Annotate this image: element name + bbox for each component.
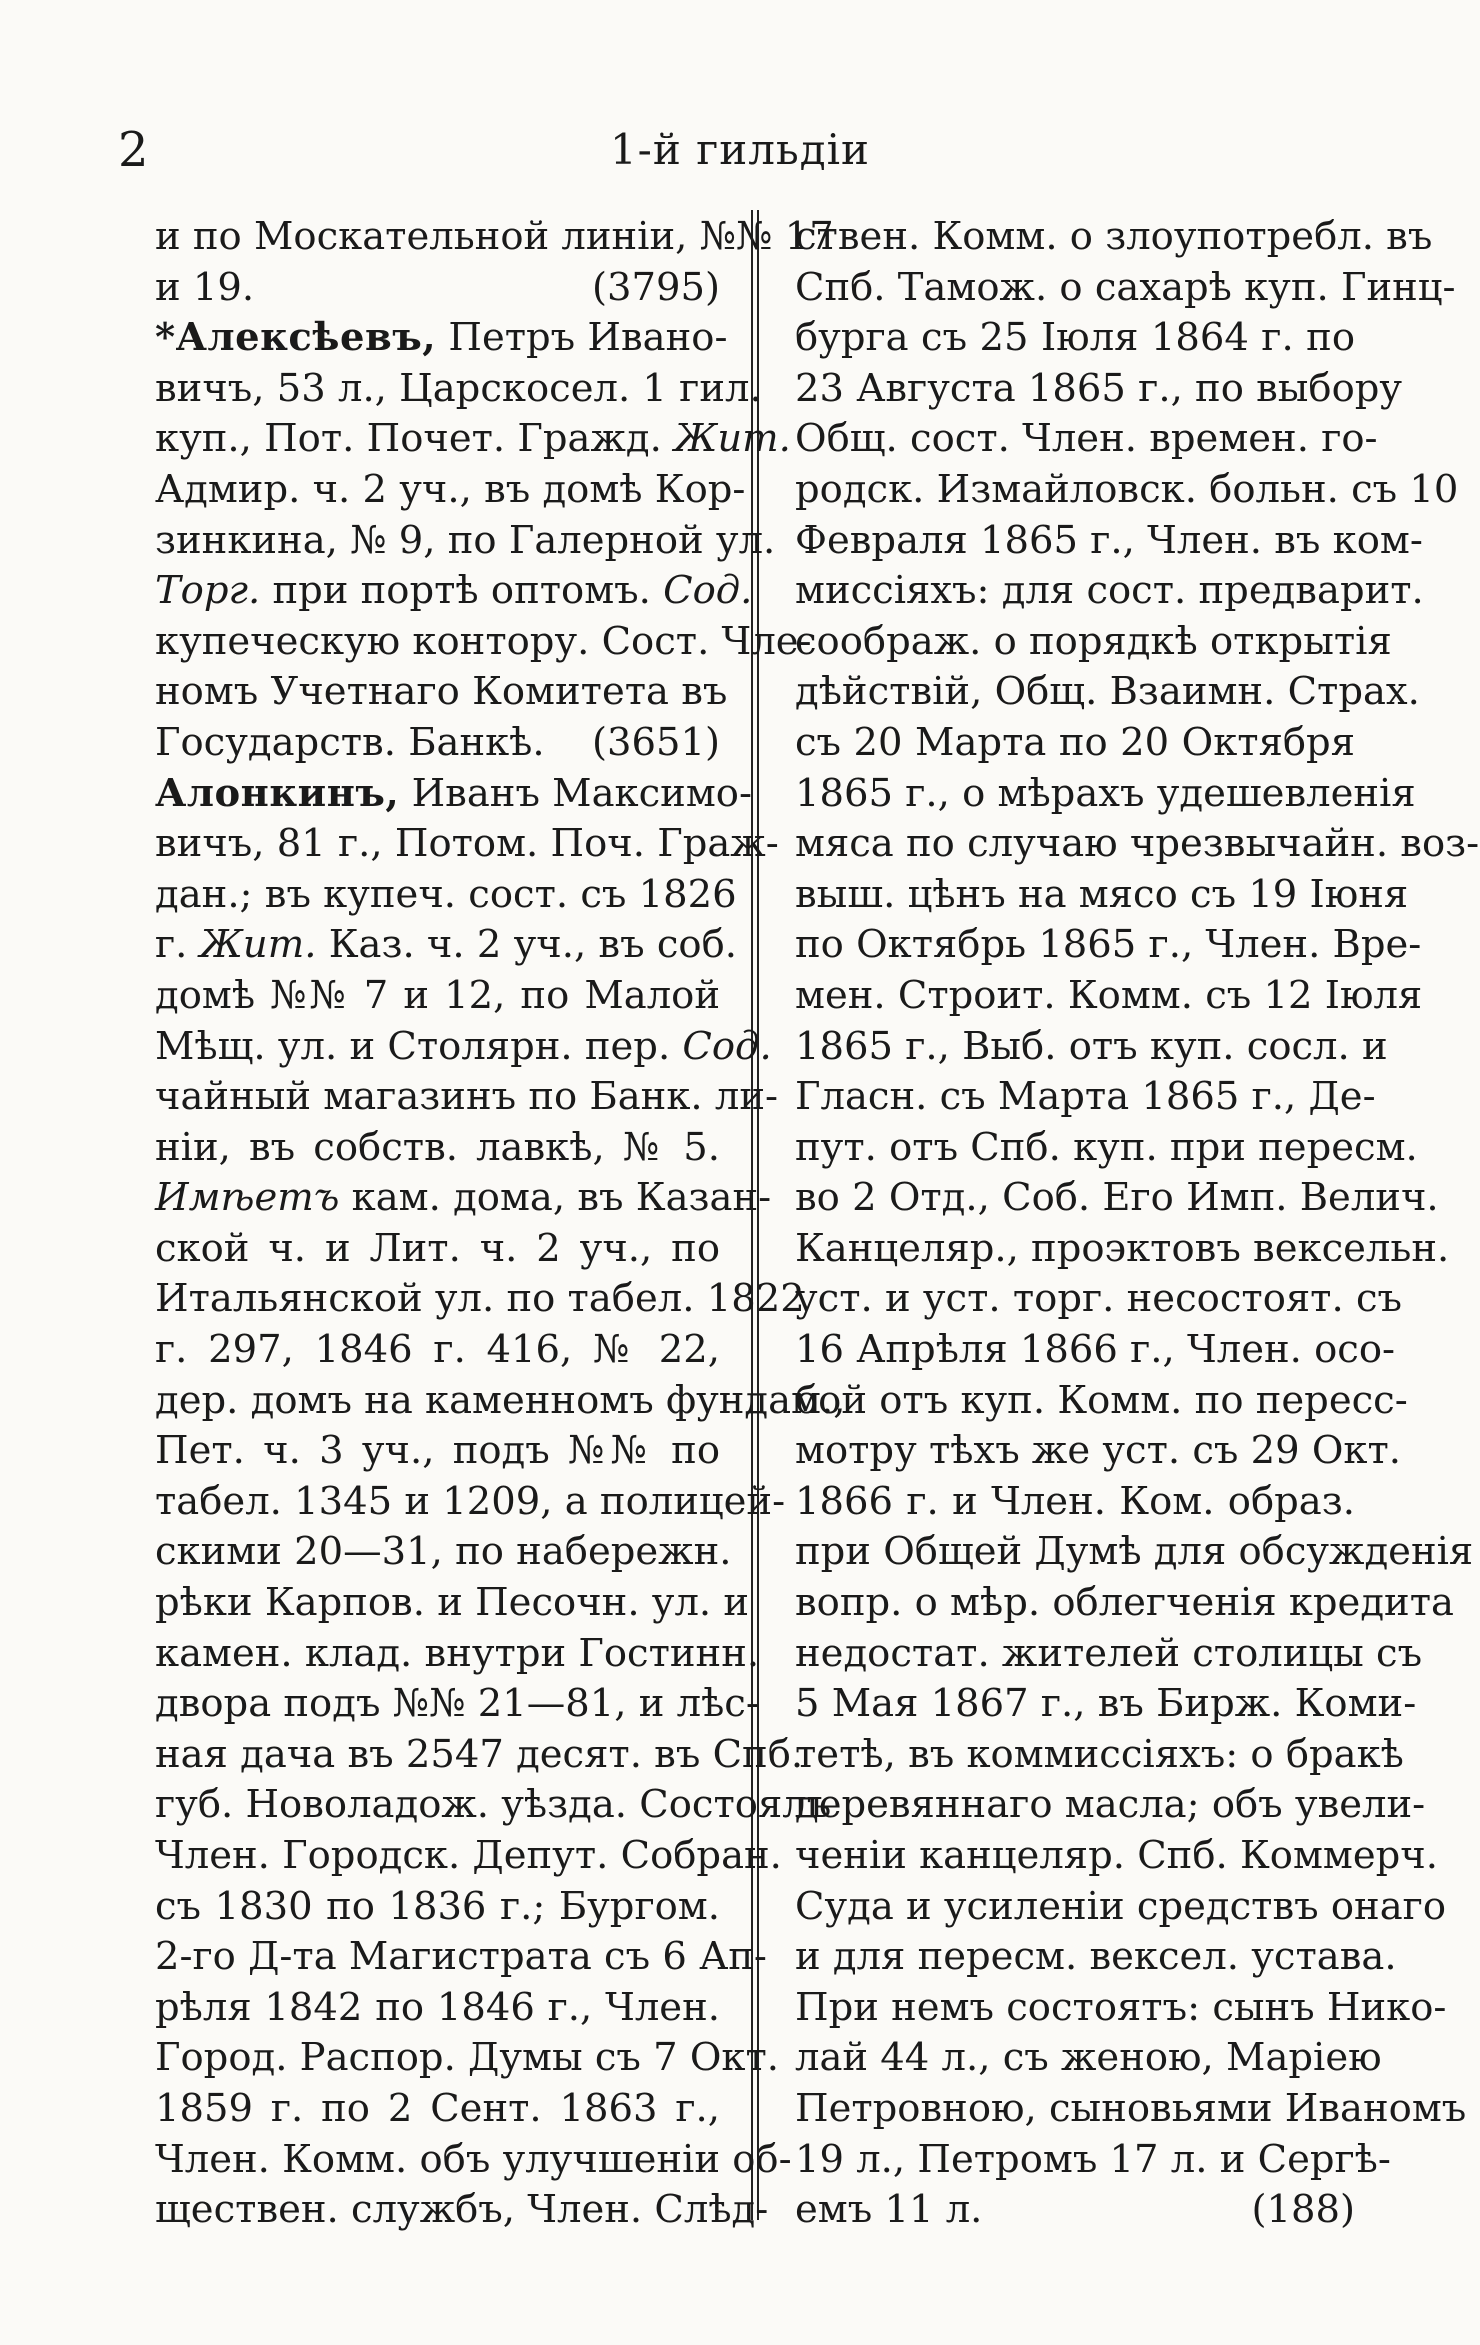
text-line: и для пересм. вексел. устава. xyxy=(795,1934,1397,1980)
italic-term: Сод. xyxy=(682,1023,772,1069)
text-line: 16 Апрѣля 1866 г., Член. осо- xyxy=(795,1327,1396,1373)
text-line: деревяннаго масла; объ увели- xyxy=(795,1782,1426,1828)
text-line: двора подъ №№ 21—81, и лѣс- xyxy=(155,1681,759,1727)
text-line xyxy=(795,2185,1355,2236)
text-line: Канцеляр., проэктовъ вексельн. xyxy=(795,1225,1450,1271)
entry-number: (3651) xyxy=(591,719,720,765)
text-line: Итальянской ул. по табел. 1822 xyxy=(155,1276,805,1322)
text-line: соображ. о порядкѣ открытiя xyxy=(795,618,1392,664)
text-line: Спб. Тамож. о сахарѣ куп. Гинц- xyxy=(795,264,1456,310)
text-line: при Общей Думѣ для обсужденiя xyxy=(795,1529,1474,1575)
text-line: выш. цѣнъ на мясо съ 19 Iюня xyxy=(795,871,1409,917)
text-line: по Октябрь 1865 г., Член. Вре- xyxy=(795,922,1422,968)
text-fragment: куп., Пот. Почет. Гражд. xyxy=(155,416,675,462)
entry-heading-line xyxy=(155,769,752,820)
text-line: Член. Городск. Депут. Собран. xyxy=(155,1833,782,1878)
text-line: Город. Распор. Думы съ 7 Окт. xyxy=(155,2035,780,2081)
text-line: ской ч. и Лит. ч. 2 уч., по xyxy=(155,1225,720,1271)
text-line xyxy=(155,566,753,617)
text-line: дан.; въ купеч. сост. съ 1826 xyxy=(155,871,737,917)
italic-term: Сод. xyxy=(663,568,753,614)
text-fragment: при портѣ оптомъ. xyxy=(260,568,664,614)
text-line: 1859 г. по 2 Сент. 1863 г., xyxy=(155,2085,720,2131)
text-fragment: емъ 11 л. xyxy=(795,2187,983,2233)
text-line: 23 Августа 1865 г., по выбору xyxy=(795,365,1403,411)
text-line: губ. Новоладож. уѣзда. Состоялъ xyxy=(155,1782,832,1828)
entry-surname: *Алексѣевъ, xyxy=(155,315,437,361)
text-line: вопр. о мѣр. облегченiя кредита xyxy=(795,1580,1454,1626)
italic-term: Жит. xyxy=(199,922,317,968)
text-line: номъ Учетнаго Комитета въ xyxy=(155,669,728,715)
text-line: нiи, въ собств. лавкѣ, № 5. xyxy=(155,1124,720,1170)
text-line: зинкина, № 9, по Галерной ул. xyxy=(155,517,776,563)
page-number: 2 xyxy=(118,122,149,178)
text-line: 5 Мая 1867 г., въ Бирж. Коми- xyxy=(795,1681,1417,1727)
text-line xyxy=(155,1022,772,1073)
text-line: скими 20—31, по набережн. xyxy=(155,1529,732,1575)
text-line: Общ. сост. Член. времен. го- xyxy=(795,416,1378,462)
text-line: камен. клад. внутри Гостинн. xyxy=(155,1630,760,1676)
text-line: 19 л., Петромъ 17 л. и Сергѣ- xyxy=(795,2136,1391,2182)
text-line: вичъ, 53 л., Царскосел. 1 гил. xyxy=(155,365,762,411)
text-line: мен. Строит. Комм. съ 12 Iюля xyxy=(795,972,1423,1018)
text-line: миссiяхъ: для сост. предварит. xyxy=(795,568,1424,614)
text-line: Февраля 1865 г., Член. въ ком- xyxy=(795,517,1423,563)
text-line: недостат. жителей столицы съ xyxy=(795,1630,1423,1676)
text-line: вичъ, 81 г., Потом. Поч. Граж- xyxy=(155,821,779,867)
entry-surname: Алонкинъ, xyxy=(155,770,400,816)
text-line: Член. Комм. объ улучшенiи об- xyxy=(155,2136,792,2182)
text-line: Гласн. съ Марта 1865 г., Де- xyxy=(795,1074,1376,1120)
text-line: ная дача въ 2547 десят. въ Спб. xyxy=(155,1731,804,1777)
text-fragment: г. xyxy=(155,922,200,968)
running-title: 1-й гильдiи xyxy=(609,125,871,174)
text-line: бой отъ куп. Комм. по пересс- xyxy=(795,1377,1408,1423)
text-line: г. 297, 1846 г. 416, № 22, xyxy=(155,1327,720,1373)
text-line xyxy=(155,263,720,314)
text-line: Пет. ч. 3 уч., подъ №№ по xyxy=(155,1428,720,1474)
text-fragment: и 19. xyxy=(155,264,255,310)
text-line: дѣйствiй, Общ. Взаимн. Страх. xyxy=(795,669,1420,715)
text-line: бурга съ 25 Iюля 1864 г. по xyxy=(795,315,1355,361)
text-line xyxy=(155,920,737,971)
page-header xyxy=(0,120,1480,180)
text-line: чайный магазинъ по Банк. ли- xyxy=(155,1074,778,1120)
text-line: 1865 г., о мѣрахъ удешевленiя xyxy=(795,770,1416,816)
italic-term: Жит. xyxy=(674,416,791,462)
text-line: табел. 1345 и 1209, а полицей- xyxy=(155,1478,786,1524)
text-line: ществен. службъ, Член. Слѣд- xyxy=(155,2187,769,2233)
text-fragment: Каз. ч. 2 уч., въ соб. xyxy=(316,922,737,968)
text-line: рѣки Карпов. и Песочн. ул. и xyxy=(155,1580,750,1626)
text-line: мотру тѣхъ же уст. съ 29 Окт. xyxy=(795,1428,1402,1474)
entry-number: (188) xyxy=(1251,2187,1355,2233)
text-line: рѣля 1842 по 1846 г., Член. xyxy=(155,1984,720,2030)
text-line: уст. и уст. торг. несостоят. съ xyxy=(795,1276,1402,1322)
italic-term: Торг. xyxy=(155,568,261,614)
text-line: мяса по случаю чрезвычайн. воз- xyxy=(795,821,1480,867)
italic-term: Имѣетъ xyxy=(155,1175,340,1221)
text-line: съ 1830 по 1836 г.; Бургом. xyxy=(155,1883,720,1929)
text-line: 2-го Д-та Магистрата съ 6 Ап- xyxy=(155,1934,767,1980)
right-column xyxy=(795,212,1480,2236)
text-line: домѣ №№ 7 и 12, по Малой xyxy=(155,972,720,1018)
text-line xyxy=(155,718,720,769)
entry-heading-line xyxy=(155,313,728,364)
text-line xyxy=(155,1173,772,1224)
text-line: купеческую контору. Сост. Чле- xyxy=(155,618,812,664)
text-line: дер. домъ на каменномъ фундам., xyxy=(155,1377,846,1423)
text-line: и по Москательной линiи, №№ 17 xyxy=(155,214,834,259)
entry-number: (3795) xyxy=(591,264,720,310)
text-line: Адмир. ч. 2 уч., въ домѣ Кор- xyxy=(155,466,746,512)
left-column xyxy=(155,212,846,2236)
text-line: родск. Измайловск. больн. съ 10 xyxy=(795,466,1459,512)
text-fragment: Иванъ Максимо- xyxy=(399,770,752,816)
text-line xyxy=(155,414,791,465)
text-line: съ 20 Марта по 20 Октября xyxy=(795,719,1355,765)
text-line: Суда и усиленiи средствъ онаго xyxy=(795,1883,1447,1929)
text-line: При немъ состоятъ: сынъ Нико- xyxy=(795,1984,1447,2030)
text-line: ченiи канцеляр. Спб. Коммерч. xyxy=(795,1833,1438,1878)
text-line: тетѣ, въ коммиссiяхъ: о бракѣ xyxy=(795,1731,1404,1777)
text-fragment: кам. дома, въ Казан- xyxy=(339,1175,772,1221)
text-line: ствен. Комм. о злоупотребл. въ xyxy=(795,214,1433,259)
text-fragment: Мѣщ. ул. и Столярн. пер. xyxy=(155,1023,683,1069)
text-line: пут. отъ Спб. куп. при пересм. xyxy=(795,1124,1418,1170)
text-line: во 2 Отд., Соб. Его Имп. Велич. xyxy=(795,1175,1439,1221)
text-line: Петровною, сыновьями Иваномъ xyxy=(795,2085,1467,2131)
text-line: 1865 г., Выб. отъ куп. сосл. и xyxy=(795,1023,1388,1069)
text-line: лай 44 л., съ женою, Марiею xyxy=(795,2035,1382,2081)
text-line: 1866 г. и Член. Ком. образ. xyxy=(795,1478,1355,1524)
text-fragment: Государств. Банкѣ. xyxy=(155,719,545,765)
text-fragment: Петръ Ивано- xyxy=(436,315,728,361)
